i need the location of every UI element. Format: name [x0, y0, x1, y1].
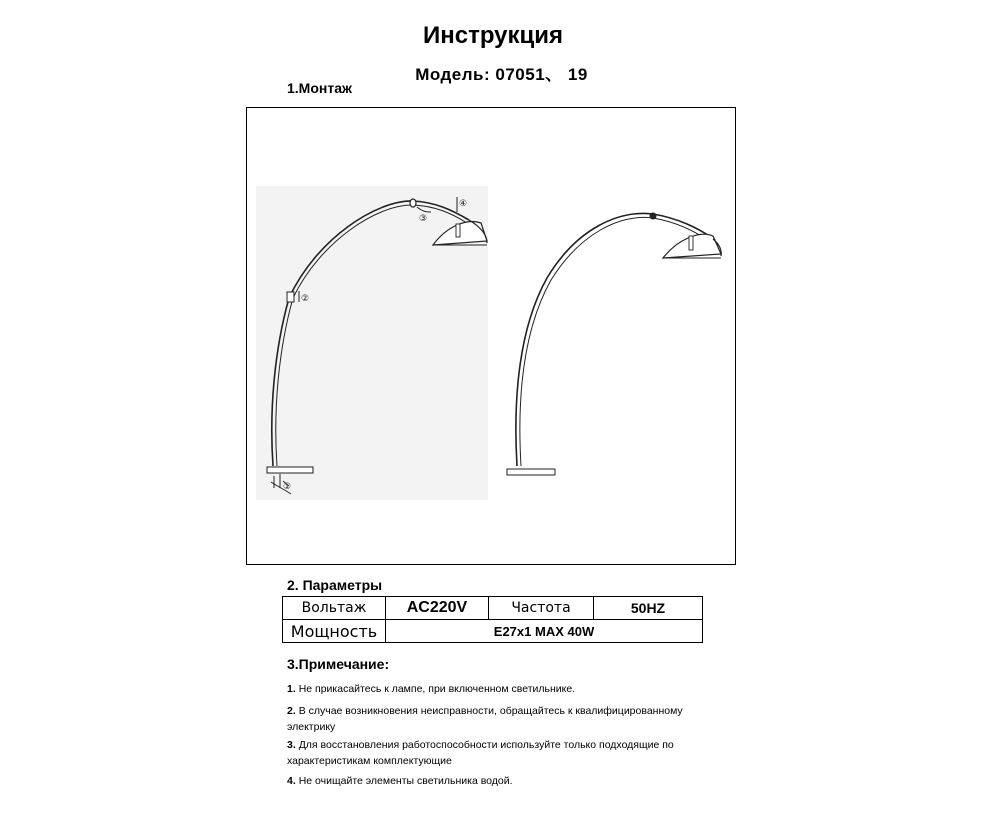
table-row: [283, 597, 703, 620]
section-notes-heading: 3.Примечание:: [287, 656, 390, 672]
frequency-value: 50HZ: [594, 597, 703, 620]
assembled-lamp-drawing: [507, 213, 721, 475]
assembly-diagram-frame: [246, 107, 736, 565]
voltage-label: Вольтаж: [283, 597, 386, 620]
note-number: 4.: [287, 775, 296, 787]
note-item: [287, 773, 727, 789]
voltage-value: AC220V: [386, 597, 489, 620]
model-number: Модель: 07051、 19: [415, 65, 588, 84]
note-number: 2.: [287, 705, 296, 717]
section-mount-heading: 1.Монтаж: [287, 80, 352, 96]
note-item: [287, 737, 727, 769]
note-text: Не очищайте элементы светильника водой.: [298, 775, 513, 787]
note-number: 1.: [287, 683, 296, 695]
svg-text:③: ③: [419, 214, 428, 224]
svg-text:②: ②: [301, 294, 310, 304]
power-value: E27x1 MAX 40W: [386, 620, 703, 643]
frequency-label: Частота: [489, 597, 594, 620]
note-item: [287, 703, 727, 735]
document-title: Инструкция: [422, 22, 564, 49]
note-text: Не прикасайтесь к лампе, при включенном светильнике.: [298, 683, 576, 695]
note-item: [287, 681, 727, 697]
note-text: Для восстановления работоспособности используйте только подходящие по характеристикам комплектующие: [287, 739, 674, 767]
svg-text:①: ①: [283, 482, 292, 492]
note-number: 3.: [287, 739, 296, 751]
section-params-heading: 2. Параметры: [287, 577, 383, 593]
power-label: Мощность: [283, 620, 386, 643]
table-row: [283, 620, 703, 643]
svg-text:④: ④: [459, 199, 468, 209]
assembly-diagram: [247, 108, 735, 564]
parameters-table: [282, 596, 703, 643]
note-text: В случае возникновения неисправности, обращайтесь к квалифицированному электрику: [287, 705, 683, 733]
